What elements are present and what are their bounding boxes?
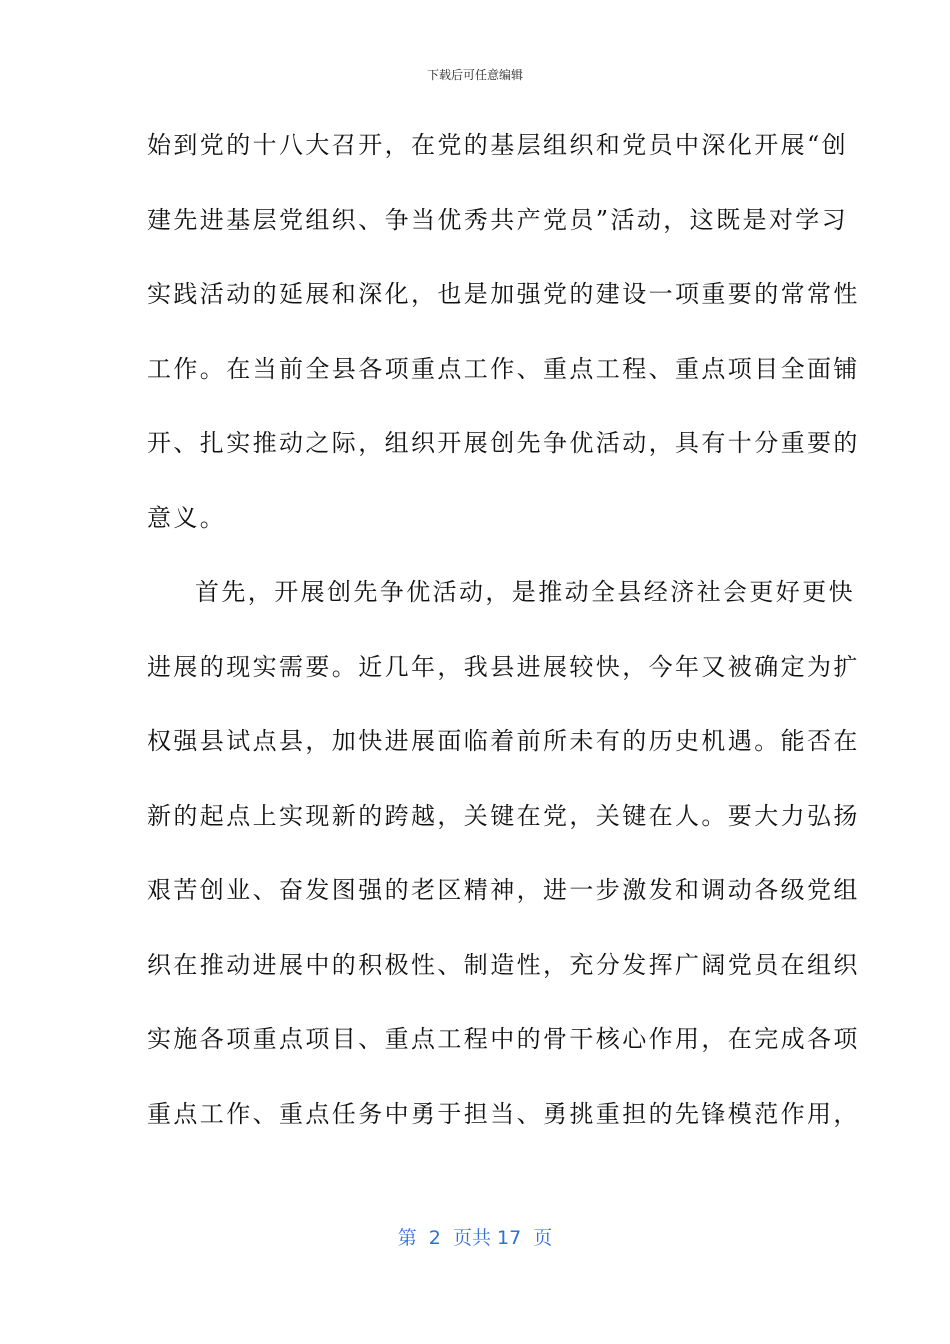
text-line: 建先进基层党组织、争当优秀共产党员”活动，这既是对学习 xyxy=(147,205,849,234)
text-line: 艰苦创业、奋发图强的老区精神，进一步激发和调动各级党组 xyxy=(147,876,860,904)
text-line: 进展的现实需要。近几年，我县进展较快，今年又被确定为扩 xyxy=(147,652,860,681)
text-line: 重点工作、重点任务中勇于担当、勇挑重担的先锋模范作用， xyxy=(147,1099,860,1128)
text-line: 织在推动进展中的积极性、制造性，充分发挥广阔党员在组织 xyxy=(147,950,860,979)
text-line: 新的起点上实现新的跨越，关键在党，关键在人。要大力弘扬 xyxy=(147,801,860,830)
document-body xyxy=(147,127,860,1170)
page-number-footer: 第 2 页共 17 页 xyxy=(397,1227,553,1249)
text-line: 始到党的十八大召开，在党的基层组织和党员中深化开展“创 xyxy=(147,131,849,159)
text-line: 实践活动的延展和深化，也是加强党的建设一项重要的常常性 xyxy=(147,280,860,308)
text-line: 工作。在当前全县各项重点工作、重点工程、重点项目全面铺 xyxy=(147,354,860,383)
text-line: 权强县试点县，加快进展面临着前所未有的历史机遇。能否在 xyxy=(147,727,860,755)
text-line: 实施各项重点项目、重点工程中的骨干核心作用，在完成各项 xyxy=(147,1025,860,1053)
page-header-note: 下载后可任意编辑 xyxy=(426,68,523,82)
text-line: 意义。 xyxy=(147,503,227,532)
text-line: 开、扎实推动之际，组织开展创先争优活动，具有十分重要的 xyxy=(147,429,860,457)
paragraph-first-line: 首先，开展创先争优活动，是推动全县经济社会更好更快 xyxy=(195,578,855,606)
